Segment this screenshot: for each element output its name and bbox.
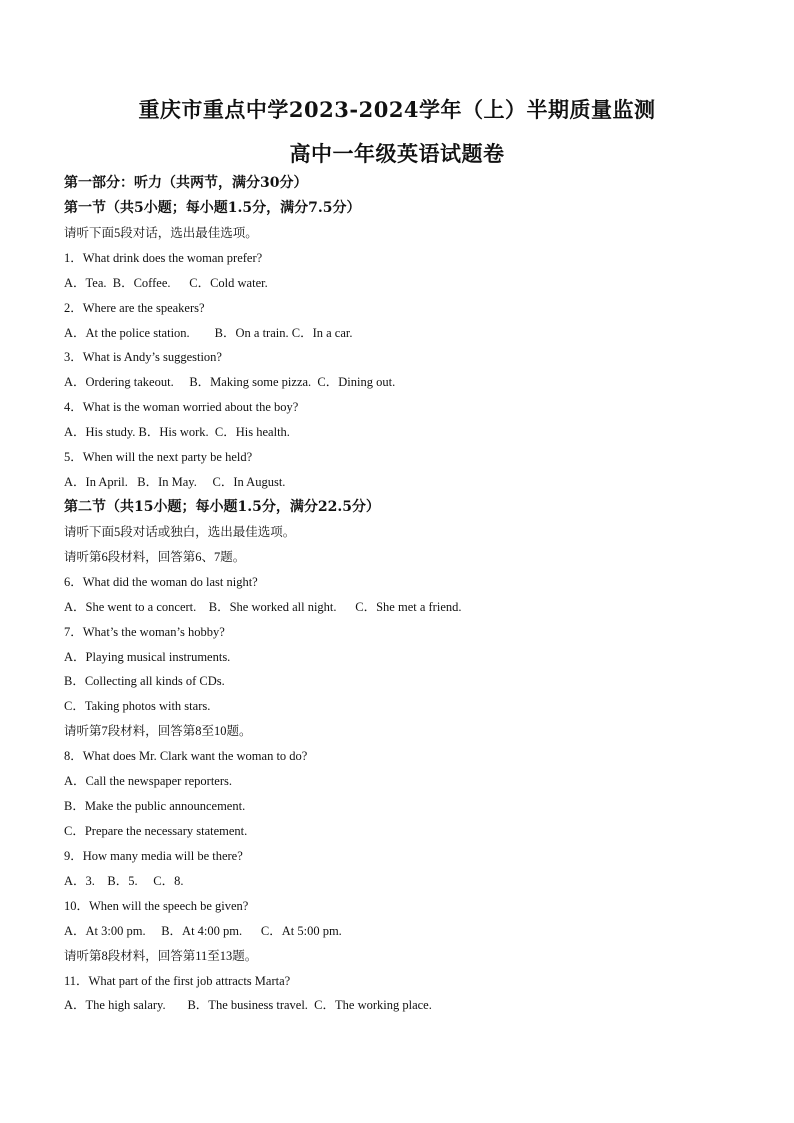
- text-line: A．Playing musical instruments.: [64, 649, 231, 664]
- text-line: B．Collecting all kinds of CDs.: [64, 674, 225, 689]
- text-line: 4．What is the woman worried about the boy?: [64, 400, 299, 415]
- text-line: A．3. B．5. C．8.: [64, 873, 184, 888]
- text-line: 8．What does Mr. Clark want the woman to do?: [64, 749, 308, 764]
- text-line: 9．How many media will be there?: [64, 848, 243, 863]
- text-line: 6．What did the woman do last night?: [64, 574, 258, 589]
- exam-title: 重庆市重点中学2023-2024学年（上）半期质量监测: [138, 97, 656, 122]
- question-list: [64, 171, 764, 1018]
- section-heading: 第一节（共5小题；每小题1.5分，满分7.5分）: [64, 199, 361, 216]
- text-line: A．She went to a concert. B．She worked all night. C．She met a friend.: [64, 599, 462, 614]
- text-line: 5．When will the next party be held?: [64, 450, 253, 465]
- text-line: 11．What part of the first job attracts Marta?: [64, 973, 291, 988]
- text-line: 10．When will the speech be given?: [64, 898, 249, 913]
- text-line: A．Ordering takeout. B．Making some pizza. C．Dining out.: [64, 375, 396, 390]
- text-line: A．The high salary. B．The business travel. C．The working place.: [64, 998, 432, 1013]
- text-line: A．Call the newspaper reporters.: [64, 774, 232, 789]
- text-line: 请听第6段材料，回答第6、7题。: [64, 549, 246, 564]
- text-line: 1．What drink does the woman prefer?: [64, 250, 263, 265]
- text-line: B．Make the public announcement.: [64, 799, 246, 814]
- text-line: A．At the police station. B．On a train. C．In a car.: [64, 325, 353, 340]
- text-line: C．Taking photos with stars.: [64, 699, 211, 714]
- text-line: A．At 3:00 pm. B．At 4:00 pm. C．At 5:00 pm.: [64, 923, 342, 938]
- section-heading: 第一部分：听力（共两节，满分30分）: [64, 175, 308, 191]
- text-line: 请听第8段材料，回答第11至13题。: [64, 948, 258, 963]
- text-line: A．Tea. B．Coffee. C．Cold water.: [64, 275, 268, 290]
- text-line: 请听下面5段对话或独白，选出最佳选项。: [64, 524, 296, 539]
- text-line: C．Prepare the necessary statement.: [64, 823, 248, 838]
- text-line: 请听第7段材料，回答第8至10题。: [64, 724, 252, 739]
- text-line: 3．What is Andy’s suggestion?: [64, 350, 222, 365]
- text-line: 7．What’s the woman’s hobby?: [64, 624, 225, 639]
- exam-subtitle: 高中一年级英语试题卷: [289, 141, 505, 166]
- text-line: A．In April. B．In May. C．In August.: [64, 475, 286, 490]
- text-line: A．His study. B．His work. C．His health.: [64, 425, 290, 440]
- section-heading: 第二节（共15小题；每小题1.5分，满分22.5分）: [64, 498, 380, 515]
- text-line: 2．Where are the speakers?: [64, 300, 205, 315]
- text-line: 请听下面5段对话，选出最佳选项。: [64, 225, 258, 240]
